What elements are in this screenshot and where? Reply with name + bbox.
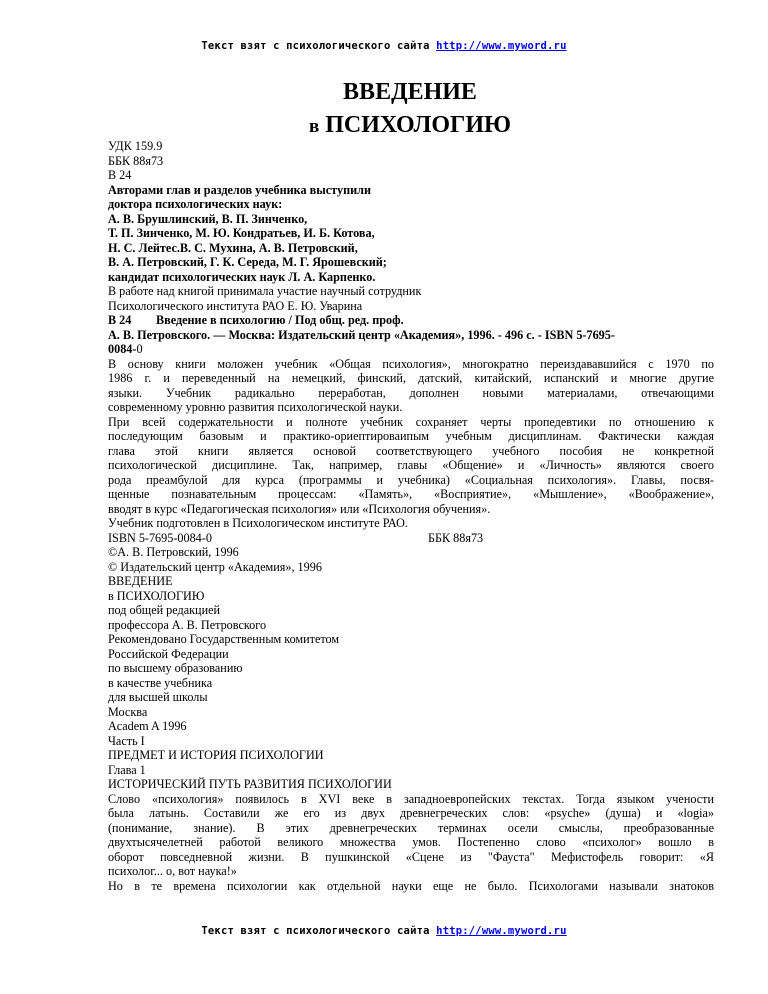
chapter-text-line: (понимание, знание). В этих древнегреческих терминах осели смыслы, преобразованные <box>108 820 714 835</box>
header-site-link[interactable]: http://www.myword.ru <box>436 40 567 52</box>
abstract-line: При всей содержательности и полноте учебник сохраняет черты пропедевтики по отношению к <box>108 414 714 429</box>
isbn-bbk: ББК 88я73 <box>428 530 484 545</box>
abstract-line: психологической дисциплине. Так, например, главы «Общение» и «Личность» являются своего <box>108 458 714 472</box>
record-isbn-tail-bold: 0084- <box>108 342 137 356</box>
abstract-line: щенные познавательным процессам: «Память», «Восприятие», «Мышление», «Воображение», <box>108 487 714 501</box>
copyright-line: © Издательский центр «Академия», 1996 <box>108 559 322 574</box>
title-page-line: Academ A 1996 <box>108 719 187 733</box>
title-page-line: Рекомендовано Государственным комитетом <box>108 632 340 646</box>
copyright-line: ©А. В. Петровский, 1996 <box>108 545 239 559</box>
title-page-line: в качестве учебника <box>108 675 213 690</box>
page-header <box>0 40 768 52</box>
chapter-text-line: оборот повседневной жизни. В пушкинской «Сцене из "Фауста" Мефистофель говорит: «Я <box>108 849 714 864</box>
book-title-preposition: в <box>308 116 320 137</box>
participation-line: В работе над книгой принимала участие научный сотрудник <box>108 284 422 298</box>
header-text: Текст взят с психологического сайта <box>201 40 430 52</box>
isbn: ISBN 5-7695-0084-0 <box>108 530 212 545</box>
authors-line: А. В. Брушлинский, В. П. Зинченко, <box>108 211 308 226</box>
authors-line: кандидат психологических наук Л. А. Карпенко. <box>108 269 376 284</box>
book-title-main: ПСИХОЛОГИЮ <box>325 112 512 138</box>
prepared-note: Учебник подготовлен в Психологическом институте РАО. <box>108 516 408 530</box>
chapter-text-line: была латынь. Составили же его из двух древнегреческих слов: «psyche» (душа) и «logia» <box>108 806 714 820</box>
abstract-line: языки. Учебник радикально переработан, дополнен новыми материалами, отвечающими <box>108 385 714 400</box>
chapter-title: ИСТОРИЧЕСКИЙ ПУТЬ РАЗВИТИЯ ПСИХОЛОГИИ <box>108 777 392 791</box>
book-title-line1: ВВЕДЕНИЕ <box>343 79 477 105</box>
authors-line: доктора психологических наук: <box>108 197 283 211</box>
footer-text: Текст взят с психологического сайта <box>201 925 430 937</box>
record-code: В 24 <box>108 313 132 327</box>
chapter-text-line: Но в те времена психологии как отдельной науки еще не было. Психологами называли знатоков <box>108 878 714 893</box>
title-page-line: Москва <box>108 704 148 719</box>
chapter-text-line: Слово «психология» появилось в XVI веке в западноевропейских текстах. Тогда языком учености <box>108 791 714 806</box>
abstract-line: 1986 г. и переведенный на немецкий, финский, датский, китайский, испанский и многие другие <box>108 371 714 385</box>
part-title: ПРЕДМЕТ И ИСТОРИЯ ПСИХОЛОГИИ <box>108 748 324 762</box>
record-line-3 <box>108 342 714 357</box>
part-label: Часть I <box>108 733 145 748</box>
abstract-line: современному уровню развития психологической науки. <box>108 400 403 414</box>
book-title-line2 <box>0 110 768 142</box>
abstract-line: последующим базовым и практико-ориептироваипым учебным дисциплинам. Фактически каждая <box>108 429 714 443</box>
title-page-line: Российской Федерации <box>108 646 229 661</box>
title-page-line: по высшему образованию <box>108 661 243 675</box>
document-body <box>108 139 714 893</box>
authors-line: В. А. Петровский, Г. К. Середа, М. Г. Ярошевский; <box>108 255 387 269</box>
title-page-line: профессора А. В. Петровского <box>108 617 267 632</box>
isbn-line <box>108 531 714 546</box>
record-line-2: А. В. Петровского. — Москва: Издательский центр «Академия», 1996. - 496 с. - ISBN 5-7695- <box>108 327 615 342</box>
abstract-line: глава этой книги является основой соответствующего учебного пособия не конкретной <box>108 443 714 458</box>
page-footer <box>0 925 768 937</box>
record-line-1 <box>108 313 714 328</box>
record-title: Введение в психологию / Под общ. ред. проф. <box>156 313 404 327</box>
abstract-line: В основу книги моложен учебник «Общая психология», многократно переиздававшийся с 1970 по <box>108 356 714 371</box>
title-page-line: в ПСИХОЛОГИЮ <box>108 588 205 603</box>
bbk-code: ББК 88я73 <box>108 153 164 168</box>
udk-code: УДК 159.9 <box>108 139 163 153</box>
title-page-line: под общей редакцией <box>108 603 221 617</box>
footer-site-link[interactable]: http://www.myword.ru <box>436 925 567 937</box>
chapter-text-line: психолог... о, вот наука!» <box>108 864 237 878</box>
abstract-line: рода преамбулой для курса (программы и учебника) «Социальная психология». Главы, посвя- <box>108 472 714 487</box>
authors-line: Авторами глав и разделов учебника выступили <box>108 182 371 197</box>
chapter-text-line: двухтысячелетней работой великого множества умов. Постепенно слово «психолог» вошло в <box>108 835 714 849</box>
authors-line: Н. С. Лейтес.В. С. Мухина, А. В. Петровский, <box>108 240 358 255</box>
chapter-label: Глава 1 <box>108 762 146 777</box>
record-isbn-tail: 0 <box>136 342 143 356</box>
participation-line: Психологического института РАО Е. Ю. Уварина <box>108 298 363 313</box>
abstract-line: вводят в курс «Педагогическая психология» или «Психология обучения». <box>108 501 491 516</box>
authors-line: Т. П. Зинченко, М. Ю. Кондратьев, И. Б. Котова, <box>108 226 375 240</box>
catalog-code: В 24 <box>108 168 132 182</box>
title-page-line: для высшей школы <box>108 690 208 704</box>
title-page-line: ВВЕДЕНИЕ <box>108 574 173 588</box>
